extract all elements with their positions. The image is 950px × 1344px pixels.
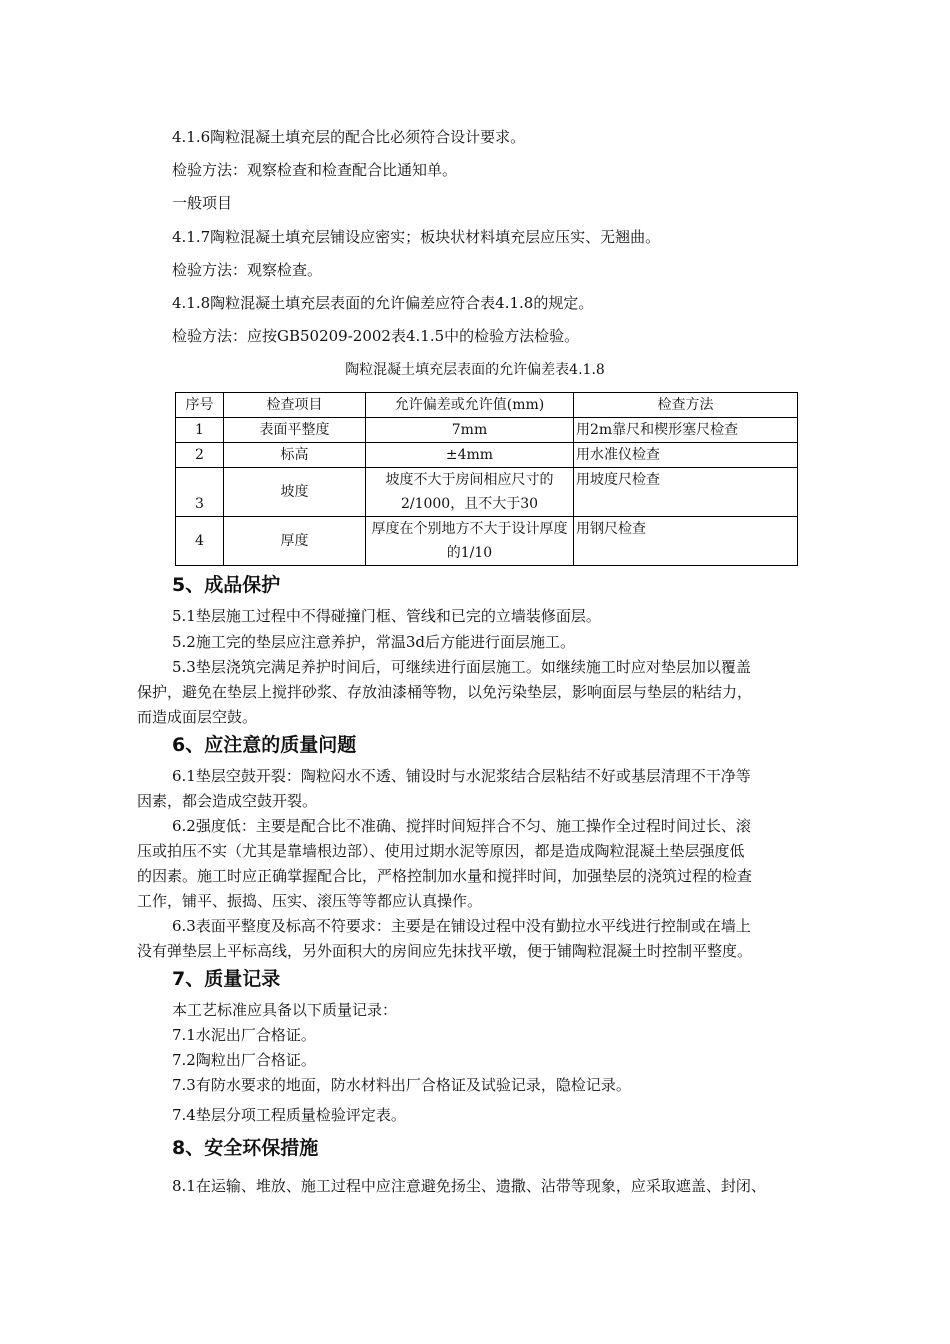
- row-number: 4: [176, 517, 224, 566]
- section-8-title: 8、安全环保措施: [172, 1137, 319, 1159]
- table-header-row: [176, 393, 798, 418]
- clause-6-2-line: 压或拍压不实（尤其是靠墙根边部）、使用过期水泥等原因，都是造成陶粒混凝土垫层强度低: [137, 842, 745, 860]
- table-row: [176, 468, 798, 517]
- row-value: 7mm: [366, 418, 574, 443]
- inspection-method-text: 检验方法：观察检查。: [172, 261, 323, 279]
- clause-7-4: 7.4垫层分项工程质量检验评定表。: [172, 1106, 406, 1124]
- section-7-title: 7、质量记录: [172, 968, 281, 990]
- header-cell: 检查方法: [574, 393, 798, 418]
- row-item: 坡度: [224, 468, 366, 517]
- general-items-heading: 一般项目: [172, 194, 233, 212]
- clause-5-3-line: 保护，避免在垫层上搅拌砂浆、存放油漆桶等物，以免污染垫层，影响面层与垫层的粘结力，: [137, 683, 753, 701]
- row-item: 厚度: [224, 517, 366, 566]
- clause-4-1-7: 4.1.7陶粒混凝土填充层铺设应密实；板块状材料填充层应压实、无翘曲。: [172, 228, 661, 246]
- row-value: ±4mm: [366, 443, 574, 468]
- clause-7-3: 7.3有防水要求的地面，防水材料出厂合格证及试验记录，隐检记录。: [172, 1076, 631, 1094]
- clause-6-3-line: 没有弹垫层上平标高线，另外面积大的房间应先抹找平墩，便于铺陶粒混凝土时控制平整度。: [137, 942, 753, 960]
- records-intro: 本工艺标准应具备以下质量记录：: [172, 1001, 398, 1019]
- row-number: 3: [176, 468, 224, 517]
- row-method: 用坡度尺检查: [574, 468, 798, 517]
- deviation-table: [175, 392, 798, 566]
- header-cell: 序号: [176, 393, 224, 418]
- row-method: 用钢尺检查: [574, 517, 798, 566]
- clause-6-3: 6.3表面平整度及标高不符要求：主要是在铺设过程中没有勤拉水平线进行控制或在墙上: [172, 917, 751, 935]
- clause-8-1: 8.1在运输、堆放、施工过程中应注意避免扬尘、遗撒、沾带等现象，应采取遮盖、封闭、: [172, 1177, 766, 1195]
- clause-4-1-6: 4.1.6陶粒混凝土填充层的配合比必须符合设计要求。: [172, 128, 526, 146]
- row-value: 坡度不大于房间相应尺寸的2/1000，且不大于30: [366, 468, 574, 517]
- clause-6-2-line: 的因素。施工时应正确掌握配合比，严格控制加水量和搅拌时间，加强垫层的浇筑过程的检查: [137, 867, 753, 885]
- clause-5-2: 5.2施工完的垫层应注意养护，常温3d后方能进行面层施工。: [172, 633, 576, 651]
- table-row: [176, 517, 798, 566]
- clause-6-1-line: 因素，都会造成空鼓开裂。: [137, 792, 318, 810]
- section-6-title: 6、应注意的质量问题: [172, 734, 357, 756]
- section-5-title: 5、成品保护: [172, 574, 281, 596]
- row-number: 2: [176, 443, 224, 468]
- table-row: [176, 418, 798, 443]
- row-item: 表面平整度: [224, 418, 366, 443]
- clause-4-1-8: 4.1.8陶粒混凝土填充层表面的允许偏差应符合表4.1.8的规定。: [172, 294, 594, 312]
- row-method: 用2m靠尺和楔形塞尺检查: [574, 418, 798, 443]
- inspection-method-text: 检验方法：观察检查和检查配合比通知单。: [172, 161, 458, 179]
- clause-5-1: 5.1垫层施工过程中不得碰撞门框、管线和已完的立墙装修面层。: [172, 607, 601, 625]
- clause-7-2: 7.2陶粒出厂合格证。: [172, 1051, 316, 1069]
- table-row: [176, 443, 798, 468]
- clause-6-1: 6.1垫层空鼓开裂：陶粒闷水不透、铺设时与水泥浆结合层粘结不好或基层清理不干净等: [172, 767, 751, 785]
- clause-6-2-line: 工作，铺平、振捣、压实、滚压等等都应认真操作。: [137, 892, 483, 910]
- inspection-method-text: 检验方法：应按GB50209-2002表4.1.5中的检验方法检验。: [172, 327, 580, 345]
- row-method: 用水准仪检查: [574, 443, 798, 468]
- clause-5-3: 5.3垫层浇筑完满足养护时间后，可继续进行面层施工。如继续施工时应对垫层加以覆盖: [172, 658, 751, 676]
- clause-7-1: 7.1水泥出厂合格证。: [172, 1026, 316, 1044]
- header-cell: 检查项目: [224, 393, 366, 418]
- row-value: 厚度在个别地方不大于设计厚度的1/10: [366, 517, 574, 566]
- row-number: 1: [176, 418, 224, 443]
- clause-6-2: 6.2强度低：主要是配合比不准确、搅拌时间短拌合不匀、施工操作全过程时间过长、滚: [172, 817, 751, 835]
- table-caption: 陶粒混凝土填充层表面的允许偏差表4.1.8: [345, 362, 605, 378]
- clause-5-3-line: 而造成面层空鼓。: [137, 708, 258, 726]
- header-cell: 允许偏差或允许值(mm): [366, 393, 574, 418]
- row-item: 标高: [224, 443, 366, 468]
